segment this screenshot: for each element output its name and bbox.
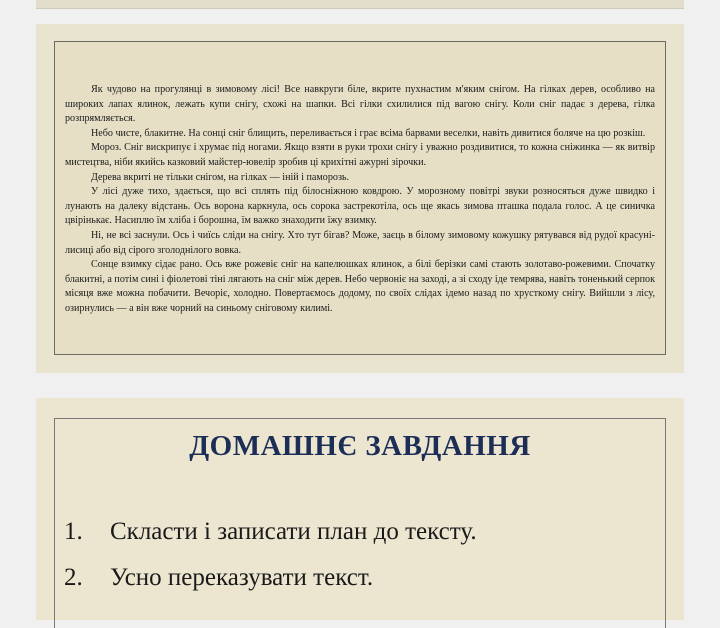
homework-title: ДОМАШНЄ ЗАВДАННЯ bbox=[189, 430, 531, 462]
reading-paragraph: Як чудово на прогулянці в зимовому лісі! Все навкруги біле, вкрите пухнастим м'яким снігом. На гілках дерев, особливо на широких лапах ялинок, лежать купи снігу, схожі на шапки. Всі гілки схилилися під вагою снігу. Коли сніг падає з дерева, гілка розпрямляється. bbox=[65, 84, 655, 125]
homework-item-number: 2. bbox=[64, 564, 83, 591]
reading-slide bbox=[36, 24, 684, 373]
reading-paragraph: Небо чисте, блакитне. На сонці сніг блищить, переливається і грає всіма барвами веселки, навіть дивитися боляче на цю розкіш. bbox=[91, 127, 646, 139]
reading-paragraph: Дерева вкриті не тільки снігом, на гілках — іній і паморозь. bbox=[91, 171, 350, 183]
reading-paragraph: Сонце взимку сідає рано. Ось вже рожевіє сніг на капелюшках ялинок, а білі берізки самі стають золотаво-рожевими. Спочатку блакитні, а потім сині і фіолетові тіні лягають на сніг між дерев. Небо червоніє на заході, а зі сходу іде темрява, навіть тоненький серпок місяця вже можна побачити. Вечоріє, холодно. Повертаємось додому, по своїх слідах ідемо назад по хрусткому снігу. Вийшли з лісу, озирнулись — а він вже чорний на синьому сніговому килимі. bbox=[65, 259, 655, 314]
reading-paragraph: Мороз. Сніг вискрипує і хрумає під ногами. Якщо взяти в руки трохи снігу і уважно роздивитися, то кожна сніжинка — як витвір мистецтва, ніби якийсь казковий майстер-ювелір зробив ці крихітні ажурні зірочки. bbox=[65, 142, 655, 168]
homework-item-number: 1. bbox=[64, 518, 83, 545]
homework-item bbox=[64, 518, 477, 546]
homework-item bbox=[64, 564, 373, 592]
previous-slide-edge bbox=[36, 0, 684, 9]
reading-paragraph: Ні, не всі заснули. Ось і чиїсь сліди на снігу. Хто тут бігав? Може, заєць в білому зимовому кожушку рятувався від рудої красуні-лисиці або від сірого зголоднілого вовка. bbox=[65, 229, 655, 256]
homework-item-text: Скласти і записати план до тексту. bbox=[110, 518, 477, 545]
reading-text-box bbox=[54, 41, 666, 355]
homework-item-text: Усно переказувати текст. bbox=[110, 564, 374, 591]
reading-paragraph: У лісі дуже тихо, здається, що всі сплять під білосніжною ковдрою. У морозному повітрі звуки розносяться дуже швидко і лунають на далеку відстань. Ось ворона каркнула, ось сорока застрекотіла, ось ще якась зимова пташка подала голос. А це синичка цвірінькає. Насиплю їм хліба і борошна, їм важко знаходити їжу взимку. bbox=[65, 186, 655, 227]
homework-slide bbox=[36, 398, 684, 620]
